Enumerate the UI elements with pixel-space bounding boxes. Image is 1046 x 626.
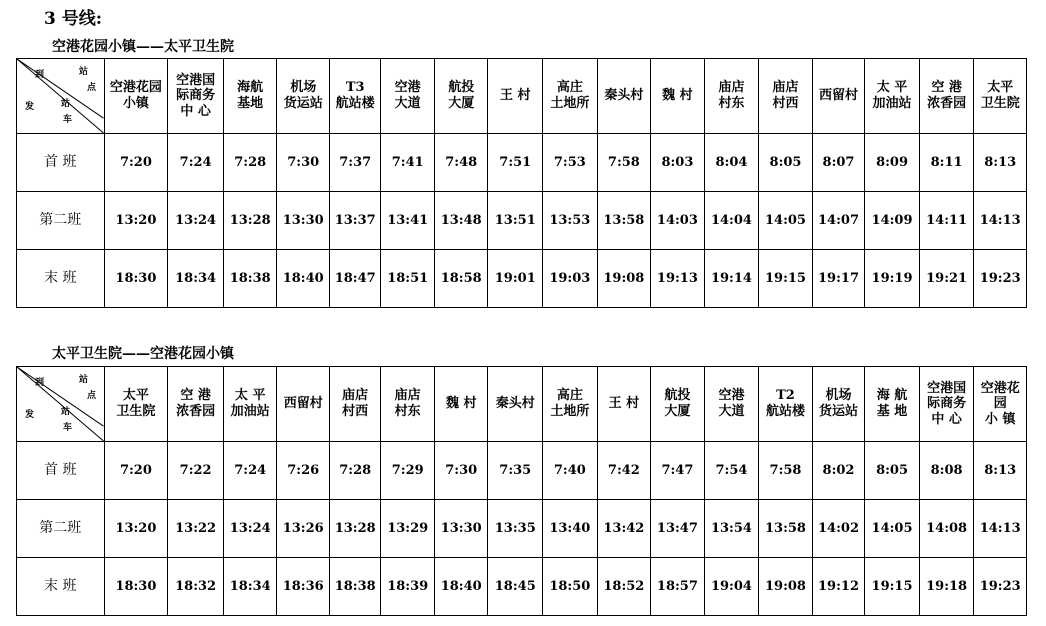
- trip-label: 末 班: [17, 250, 105, 308]
- station-header: 秦头村: [488, 367, 543, 442]
- departure-time: 18:30: [104, 558, 168, 616]
- timetable-1: [16, 58, 1027, 308]
- departure-time: 7:24: [168, 134, 224, 192]
- station-header: T2 航站楼: [759, 367, 813, 442]
- corner-label-point: 点: [87, 83, 97, 93]
- departure-time: 13:30: [434, 500, 488, 558]
- departure-time: 18:36: [277, 558, 330, 616]
- departure-time: 13:37: [329, 192, 380, 250]
- departure-time: 7:20: [104, 134, 168, 192]
- station-header: 空港 大道: [381, 59, 435, 134]
- station-header: 庙店 村西: [759, 59, 813, 134]
- departure-time: 7:30: [277, 134, 330, 192]
- departure-time: 7:47: [651, 442, 705, 500]
- trip-label: 末 班: [17, 558, 105, 616]
- departure-time: 18:47: [329, 250, 380, 308]
- departure-time: 13:24: [223, 500, 277, 558]
- departure-time: 13:20: [104, 500, 168, 558]
- departure-time: 13:22: [168, 500, 224, 558]
- table-row: [17, 192, 1027, 250]
- trip-label: 首 班: [17, 134, 105, 192]
- departure-time: 19:13: [651, 250, 705, 308]
- departure-time: 19:15: [865, 558, 920, 616]
- station-header: 海航 基地: [223, 59, 277, 134]
- departure-time: 7:51: [488, 134, 543, 192]
- station-header: 庙店 村东: [704, 59, 759, 134]
- station-header: 机场 货运站: [277, 59, 330, 134]
- departure-time: 14:04: [704, 192, 759, 250]
- corner-header-cell: [17, 367, 105, 442]
- trip-label: 首 班: [17, 442, 105, 500]
- station-header: 海 航 基 地: [865, 367, 920, 442]
- trip-label: 第二班: [17, 192, 105, 250]
- departure-time: 7:24: [223, 442, 277, 500]
- departure-time: 13:20: [104, 192, 168, 250]
- departure-time: 7:53: [543, 134, 598, 192]
- departure-time: 18:57: [651, 558, 705, 616]
- departure-time: 7:30: [434, 442, 488, 500]
- departure-time: 7:20: [104, 442, 168, 500]
- departure-time: 18:50: [543, 558, 598, 616]
- departure-time: 13:26: [277, 500, 330, 558]
- departure-time: 7:48: [434, 134, 488, 192]
- station-header: T3 航站楼: [329, 59, 380, 134]
- departure-time: 14:08: [919, 500, 974, 558]
- departure-time: 7:58: [759, 442, 813, 500]
- departure-time: 19:19: [865, 250, 920, 308]
- diagonal-lines: [17, 59, 104, 133]
- table-row: [17, 442, 1027, 500]
- departure-time: 8:09: [865, 134, 920, 192]
- departure-time: 8:11: [919, 134, 974, 192]
- departure-time: 19:23: [974, 250, 1027, 308]
- corner-header-cell: [17, 59, 105, 134]
- corner-label-depart: 发: [25, 410, 35, 420]
- departure-time: 18:40: [277, 250, 330, 308]
- departure-time: 19:08: [597, 250, 651, 308]
- departure-time: 19:01: [488, 250, 543, 308]
- departure-time: 7:28: [223, 134, 277, 192]
- departure-time: 18:34: [223, 558, 277, 616]
- diagonal-lines: [17, 367, 104, 441]
- departure-time: 19:18: [919, 558, 974, 616]
- station-header: 机场 货运站: [812, 367, 865, 442]
- departure-time: 8:04: [704, 134, 759, 192]
- table-row: [17, 250, 1027, 308]
- departure-time: 7:26: [277, 442, 330, 500]
- departure-time: 14:11: [919, 192, 974, 250]
- station-header: 空港国 际商务 中 心: [168, 59, 224, 134]
- departure-time: 14:13: [974, 192, 1027, 250]
- header-row: [17, 59, 1027, 134]
- departure-time: 18:52: [597, 558, 651, 616]
- departure-time: 19:03: [543, 250, 598, 308]
- departure-time: 13:48: [434, 192, 488, 250]
- departure-time: 13:24: [168, 192, 224, 250]
- departure-time: 7:35: [488, 442, 543, 500]
- departure-time: 13:51: [488, 192, 543, 250]
- station-header: 太 平 加油站: [865, 59, 920, 134]
- departure-time: 7:37: [329, 134, 380, 192]
- departure-time: 14:03: [651, 192, 705, 250]
- station-header: 太平 卫生院: [104, 367, 168, 442]
- station-header: 秦头村: [597, 59, 651, 134]
- corner-label-station: 站: [79, 375, 89, 385]
- departure-time: 14:02: [812, 500, 865, 558]
- station-header: 航投 大厦: [434, 59, 488, 134]
- departure-time: 18:38: [329, 558, 380, 616]
- departure-time: 18:32: [168, 558, 224, 616]
- station-header: 王 村: [597, 367, 651, 442]
- corner-label-station: 站: [79, 67, 89, 77]
- direction-title-2: 太平卫生院——空港花园小镇: [52, 346, 234, 362]
- station-header: 王 村: [488, 59, 543, 134]
- departure-time: 13:53: [543, 192, 598, 250]
- departure-time: 19:15: [759, 250, 813, 308]
- departure-time: 18:58: [434, 250, 488, 308]
- corner-label-depart: 发: [25, 102, 35, 112]
- station-header: 空港 大道: [704, 367, 759, 442]
- header-row: [17, 367, 1027, 442]
- departure-time: 14:05: [759, 192, 813, 250]
- departure-time: 13:35: [488, 500, 543, 558]
- departure-time: 13:42: [597, 500, 651, 558]
- station-header: 太平 卫生院: [974, 59, 1027, 134]
- corner-label-point: 点: [87, 391, 97, 401]
- departure-time: 7:54: [704, 442, 759, 500]
- station-header: 高庄 土地所: [543, 59, 598, 134]
- corner-label-arrive: 到: [35, 70, 45, 80]
- corner-label-stop: 站: [61, 407, 71, 417]
- direction-title-1: 空港花园小镇——太平卫生院: [52, 39, 234, 55]
- station-header: 空 港 浓香园: [168, 367, 224, 442]
- station-header: 魏 村: [434, 367, 488, 442]
- corner-label-bus: 车: [63, 423, 73, 433]
- departure-time: 8:03: [651, 134, 705, 192]
- departure-time: 7:41: [381, 134, 435, 192]
- corner-label-arrive: 到: [35, 378, 45, 388]
- station-header: 高庄 土地所: [543, 367, 598, 442]
- station-header: 西留村: [812, 59, 865, 134]
- table-row: [17, 134, 1027, 192]
- departure-time: 18:34: [168, 250, 224, 308]
- departure-time: 7:22: [168, 442, 224, 500]
- departure-time: 13:40: [543, 500, 598, 558]
- departure-time: 13:41: [381, 192, 435, 250]
- station-header: 空港花园 小 镇: [974, 367, 1027, 442]
- departure-time: 14:07: [812, 192, 865, 250]
- departure-time: 7:58: [597, 134, 651, 192]
- departure-time: 18:40: [434, 558, 488, 616]
- departure-time: 18:51: [381, 250, 435, 308]
- corner-label-stop: 站: [61, 99, 71, 109]
- line-title: 3 号线:: [44, 9, 103, 29]
- departure-time: 8:13: [974, 134, 1027, 192]
- station-header: 空港国 际商务 中 心: [919, 367, 974, 442]
- departure-time: 13:58: [759, 500, 813, 558]
- station-header: 魏 村: [651, 59, 705, 134]
- departure-time: 8:07: [812, 134, 865, 192]
- departure-time: 14:13: [974, 500, 1027, 558]
- table-row: [17, 500, 1027, 558]
- departure-time: 13:58: [597, 192, 651, 250]
- departure-time: 7:28: [329, 442, 380, 500]
- station-header: 庙店 村东: [381, 367, 435, 442]
- departure-time: 13:28: [329, 500, 380, 558]
- departure-time: 13:54: [704, 500, 759, 558]
- departure-time: 13:47: [651, 500, 705, 558]
- departure-time: 19:23: [974, 558, 1027, 616]
- departure-time: 18:39: [381, 558, 435, 616]
- table-row: [17, 558, 1027, 616]
- departure-time: 8:13: [974, 442, 1027, 500]
- station-header: 航投 大厦: [651, 367, 705, 442]
- station-header: 太 平 加油站: [223, 367, 277, 442]
- departure-time: 19:04: [704, 558, 759, 616]
- departure-time: 7:42: [597, 442, 651, 500]
- departure-time: 19:08: [759, 558, 813, 616]
- corner-label-bus: 车: [63, 115, 73, 125]
- departure-time: 8:05: [759, 134, 813, 192]
- departure-time: 19:12: [812, 558, 865, 616]
- departure-time: 13:29: [381, 500, 435, 558]
- station-header: 空 港 浓香园: [919, 59, 974, 134]
- departure-time: 18:38: [223, 250, 277, 308]
- station-header: 庙店 村西: [329, 367, 380, 442]
- departure-time: 18:30: [104, 250, 168, 308]
- departure-time: 18:45: [488, 558, 543, 616]
- departure-time: 13:30: [277, 192, 330, 250]
- departure-time: 14:09: [865, 192, 920, 250]
- departure-time: 14:05: [865, 500, 920, 558]
- departure-time: 13:28: [223, 192, 277, 250]
- station-header: 西留村: [277, 367, 330, 442]
- departure-time: 7:40: [543, 442, 598, 500]
- trip-label: 第二班: [17, 500, 105, 558]
- departure-time: 8:02: [812, 442, 865, 500]
- departure-time: 19:21: [919, 250, 974, 308]
- departure-time: 8:08: [919, 442, 974, 500]
- departure-time: 19:14: [704, 250, 759, 308]
- departure-time: 19:17: [812, 250, 865, 308]
- station-header: 空港花园 小镇: [104, 59, 168, 134]
- departure-time: 7:29: [381, 442, 435, 500]
- departure-time: 8:05: [865, 442, 920, 500]
- timetable-2: [16, 366, 1027, 616]
